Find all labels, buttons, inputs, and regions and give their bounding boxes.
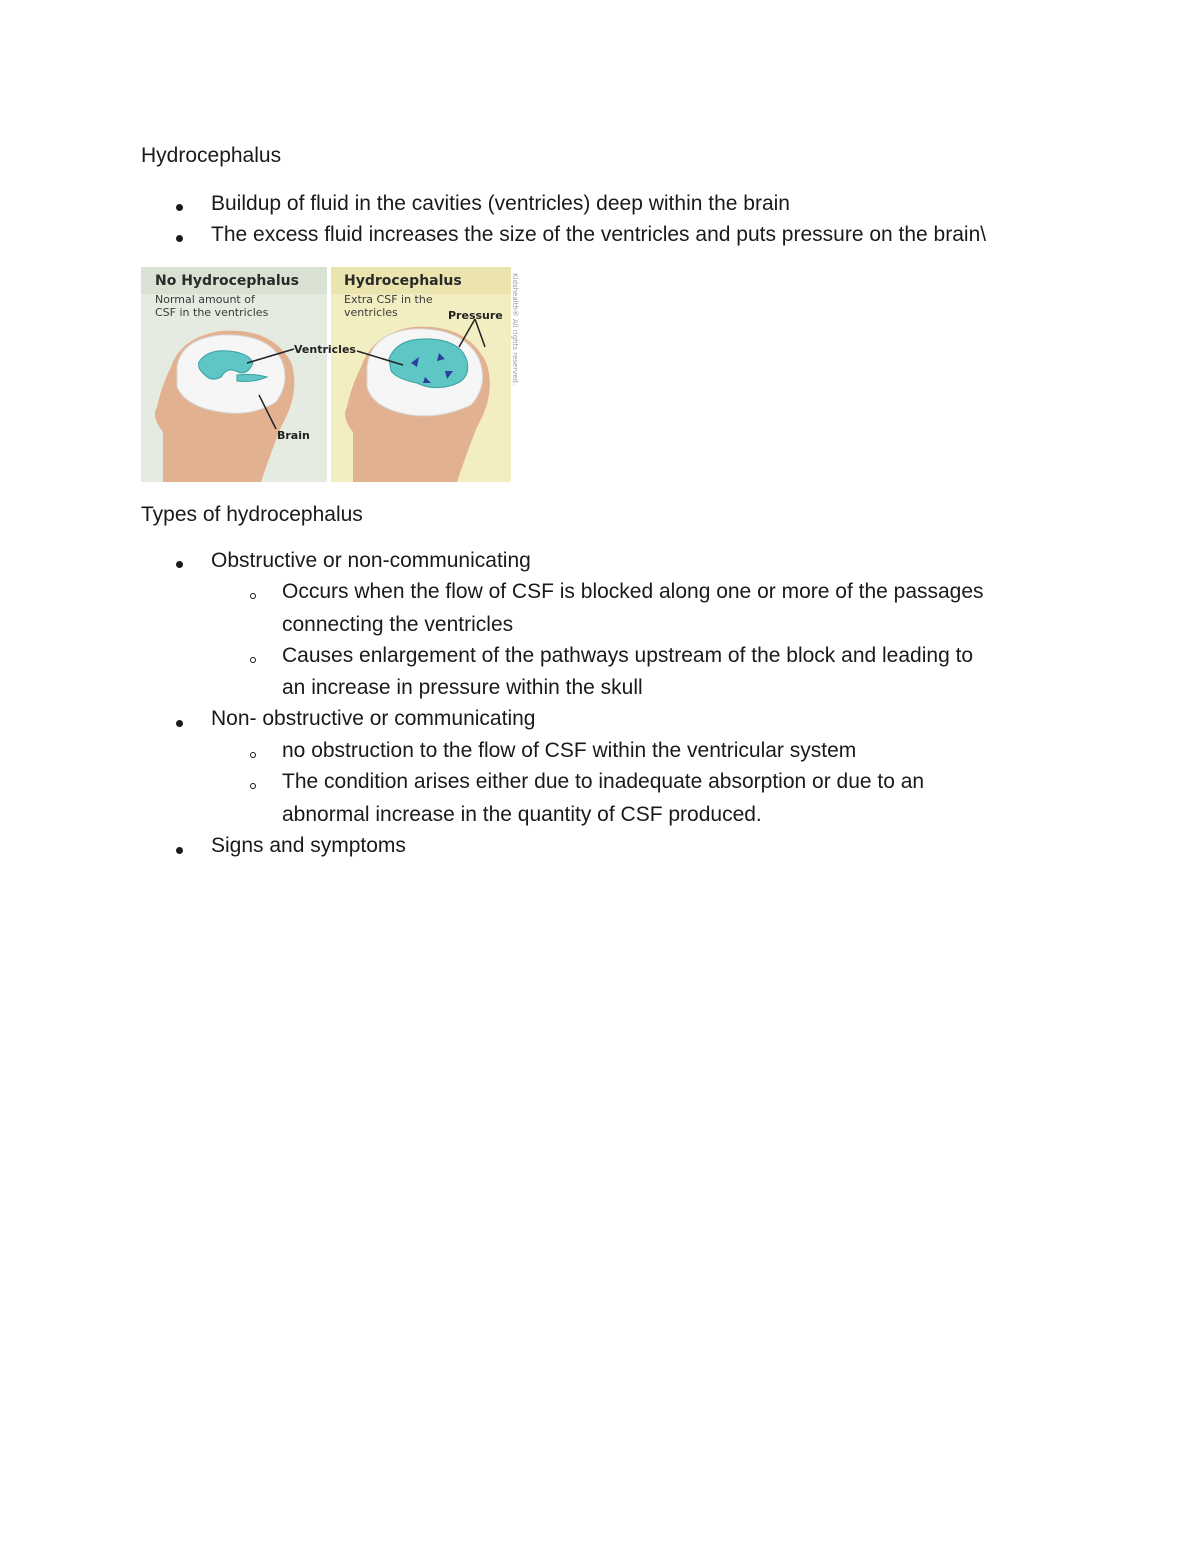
sub-list-item-continued: an increase in pressure within the skull	[282, 676, 643, 699]
ventricles-label: Ventricles	[294, 343, 356, 356]
sub-bullet-circle	[250, 593, 256, 599]
sub-list-item: Occurs when the flow of CSF is blocked along one or more of the passages	[282, 580, 984, 603]
list-item: Signs and symptoms	[211, 834, 406, 857]
sub-list-item: The condition arises either due to inadequate absorption or due to an	[282, 770, 925, 793]
bullet-dot	[176, 561, 183, 568]
list-item: Non- obstructive or communicating	[211, 707, 536, 730]
right-panel-caption: ventricles	[344, 306, 398, 319]
hydrocephalus-illustration	[141, 267, 525, 482]
left-panel-caption: CSF in the ventricles	[155, 306, 269, 319]
sub-list-item: Causes enlargement of the pathways upstream of the block and leading to	[282, 644, 974, 667]
right-panel-title: Hydrocephalus	[344, 273, 462, 289]
list-item: The excess fluid increases the size of the ventricles and puts pressure on the brain\	[211, 223, 987, 246]
brain-label: Brain	[277, 429, 310, 442]
sub-list-item-continued: connecting the ventricles	[282, 613, 514, 636]
pressure-label: Pressure	[448, 309, 503, 322]
section-title: Hydrocephalus	[141, 144, 282, 167]
bullet-dot	[176, 720, 183, 727]
right-panel-caption: Extra CSF in the	[344, 293, 433, 306]
sub-list-item: no obstruction to the flow of CSF within the ventricular system	[282, 739, 857, 762]
copyright-watermark: Kidshealth® All rights reserved.	[511, 273, 519, 386]
list-item: Obstructive or non-communicating	[211, 549, 531, 572]
left-panel-caption: Normal amount of	[155, 293, 255, 306]
bullet-dot	[176, 235, 183, 242]
sub-list-item-continued: abnormal increase in the quantity of CSF produced.	[282, 803, 762, 826]
bullet-dot	[176, 847, 183, 854]
sub-bullet-circle	[250, 752, 256, 758]
hydrocephalus-diagram	[141, 267, 525, 482]
sub-bullet-circle	[250, 657, 256, 663]
bullet-dot	[176, 204, 183, 211]
left-panel-title: No Hydrocephalus	[155, 273, 299, 289]
list-item: Buildup of fluid in the cavities (ventricles) deep within the brain	[211, 192, 790, 215]
sub-bullet-circle	[250, 783, 256, 789]
section-title: Types of hydrocephalus	[141, 503, 363, 526]
